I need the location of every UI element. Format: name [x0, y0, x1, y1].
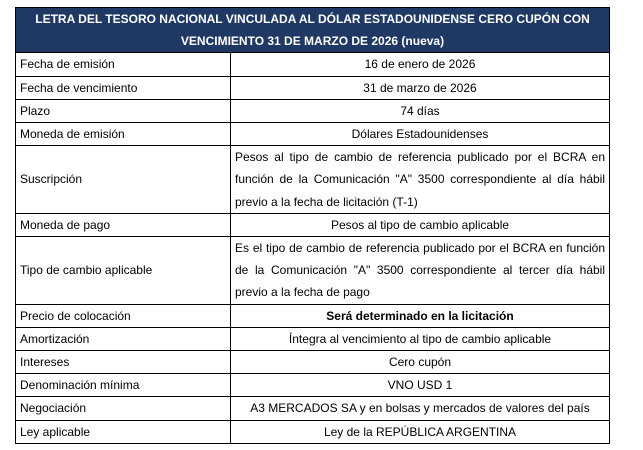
row-value: Íntegra al vencimiento al tipo de cambio aplicable	[231, 327, 610, 350]
table-row	[16, 374, 610, 397]
table-header-row	[16, 8, 610, 53]
row-value: 31 de marzo de 2026	[231, 76, 610, 99]
row-label: Suscripción	[16, 146, 231, 214]
table-row	[16, 53, 610, 76]
row-value: Dólares Estadounidenses	[231, 123, 610, 146]
table-row	[16, 237, 610, 305]
table-row	[16, 304, 610, 327]
row-value: 74 días	[231, 99, 610, 122]
row-value: Será determinado en la licitación	[231, 304, 610, 327]
row-label: Moneda de pago	[16, 213, 231, 236]
row-label: Precio de colocación	[16, 304, 231, 327]
row-label: Tipo de cambio aplicable	[16, 237, 231, 305]
table-row	[16, 213, 610, 236]
table-row	[16, 397, 610, 420]
row-label: Fecha de emisión	[16, 53, 231, 76]
row-value: Es el tipo de cambio de referencia publicado por el BCRA en función de la Comunicación "A" 3500 correspondiente al tercer día hábil previo a la fecha de pago	[231, 237, 610, 305]
row-label: Intereses	[16, 351, 231, 374]
table-row	[16, 123, 610, 146]
table-row	[16, 76, 610, 99]
row-label: Plazo	[16, 99, 231, 122]
row-label: Amortización	[16, 327, 231, 350]
row-label: Denominación mínima	[16, 374, 231, 397]
table-row	[16, 351, 610, 374]
row-value: Pesos al tipo de cambio aplicable	[231, 213, 610, 236]
row-label: Negociación	[16, 397, 231, 420]
row-label: Ley aplicable	[16, 420, 231, 443]
row-label: Fecha de vencimiento	[16, 76, 231, 99]
table-title: LETRA DEL TESORO NACIONAL VINCULADA AL DÓLAR ESTADOUNIDENSE CERO CUPÓN CON VENCIMIENTO 31 DE MARZO DE 2026 (nueva)	[16, 8, 610, 53]
row-value: VNO USD 1	[231, 374, 610, 397]
row-value: Cero cupón	[231, 351, 610, 374]
row-value: Ley de la REPÚBLICA ARGENTINA	[231, 420, 610, 443]
row-label: Moneda de emisión	[16, 123, 231, 146]
row-value: A3 MERCADOS SA y en bolsas y mercados de valores del país	[231, 397, 610, 420]
table-row	[16, 327, 610, 350]
row-value: 16 de enero de 2026	[231, 53, 610, 76]
terms-table	[15, 7, 610, 444]
table-row	[16, 420, 610, 443]
table-row	[16, 99, 610, 122]
row-value: Pesos al tipo de cambio de referencia publicado por el BCRA en función de la Comunicación "A" 3500 correspondiente al día hábil previo a la fecha de licitación (T-1)	[231, 146, 610, 214]
table-row	[16, 146, 610, 214]
